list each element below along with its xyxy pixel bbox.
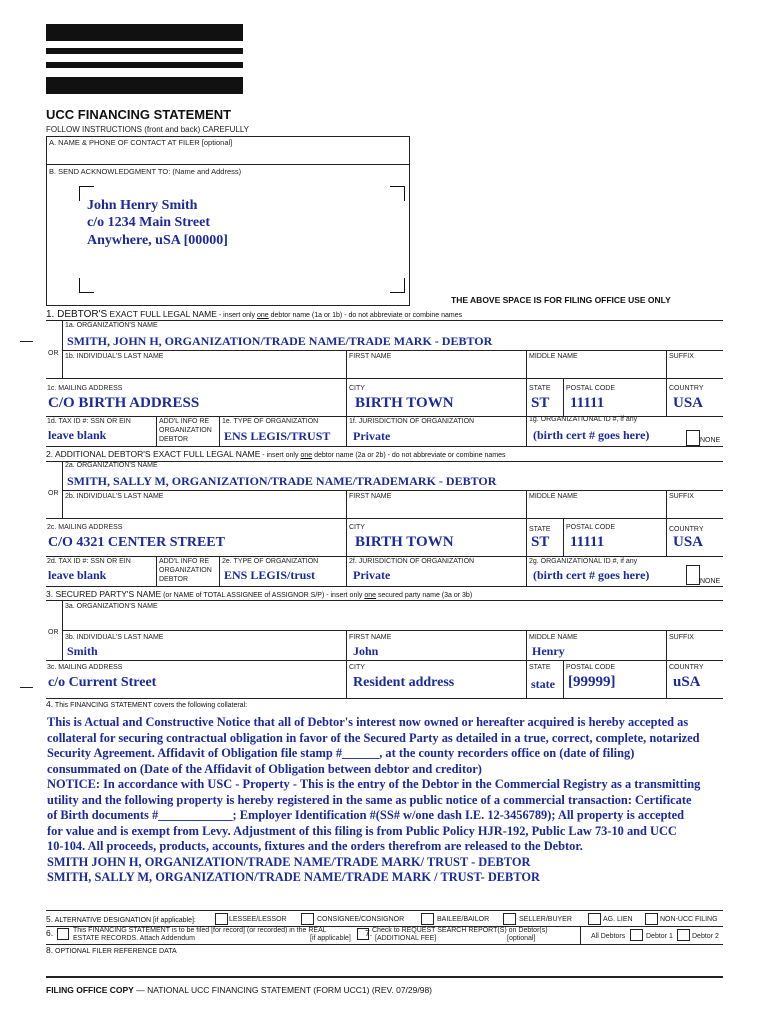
debtor2-heading-tail-a: - insert only — [260, 452, 301, 459]
debtor2-tax-label: 2d. TAX ID #: SSN OR EIN — [47, 558, 131, 565]
debtor1-state[interactable]: ST — [531, 395, 550, 411]
debtor2-state[interactable]: ST — [531, 534, 550, 550]
debtor2-heading — [46, 449, 506, 461]
ack-address-line-3: Anywhere, uSA [00000] — [87, 233, 228, 248]
rule — [46, 446, 723, 447]
item7-num: 7. — [365, 928, 373, 938]
rule — [62, 630, 723, 631]
ack-address-line-2: c/o 1234 Main Street — [87, 215, 210, 230]
debtor1-state-label: STATE — [529, 385, 551, 392]
corner-bl — [79, 278, 94, 293]
debtor2-search-label: Debtor 2 — [692, 933, 719, 940]
debtor2-none-checkbox[interactable] — [686, 565, 700, 585]
rule — [346, 518, 347, 556]
debtor2-tax[interactable]: leave blank — [48, 568, 107, 582]
secured-postal-label: POSTAL CODE — [566, 664, 616, 671]
debtor2-last-label: 2b. INDIVIDUAL'S LAST NAME — [65, 493, 164, 500]
item5-label — [46, 914, 196, 926]
secured-last[interactable]: Smith — [67, 644, 98, 658]
debtor1-orgid[interactable]: (birth cert # goes here) — [533, 428, 650, 442]
rule — [666, 350, 667, 378]
rule — [563, 518, 564, 556]
debtor1-city[interactable]: BIRTH TOWN — [355, 395, 454, 411]
secured-postal[interactable]: [99999] — [568, 674, 616, 690]
debtor2-city[interactable]: BIRTH TOWN — [355, 534, 454, 550]
section-a-label: A. NAME & PHONE OF CONTACT AT FILER [optional] — [49, 138, 233, 147]
debtor1-org-label: 1a. ORGANIZATION'S NAME — [65, 322, 158, 329]
debtor2-orgid[interactable]: (birth cert # goes here) — [533, 568, 650, 582]
rule — [526, 518, 527, 556]
debtor2-postal-label: POSTAL CODE — [566, 524, 616, 531]
secured-heading-num: 3. SECURED PARTY'S — [46, 589, 135, 599]
secured-heading-tail-b: secured party name (3a or 3b) — [376, 592, 473, 599]
or-label-3: OR — [48, 629, 59, 636]
debtor1-last-label: 1b. INDIVIDUAL'S LAST NAME — [65, 353, 164, 360]
debtor1-none-checkbox[interactable] — [686, 430, 700, 446]
rule — [46, 910, 723, 911]
debtor2-addl-info-3: DEBTOR — [159, 576, 189, 583]
debtor1-heading-one: one — [257, 312, 269, 319]
secured-mail-label: 3c. MAILING ADDRESS — [47, 664, 123, 671]
debtor2-none-label: NONE — [700, 578, 721, 585]
collateral-line: collateral for securing contractual obligation in favor of the Secured Party as detailed in a true, correct, complete, notarized — [47, 730, 700, 745]
rule — [46, 378, 723, 379]
debtor2-type-label: 2e. TYPE OF ORGANIZATION — [222, 558, 319, 565]
item6-line2: ESTATE RECORDS. Attach Addendum — [73, 935, 195, 942]
debtor1-mail-label: 1c. MAILING ADDRESS — [47, 385, 123, 392]
rule — [219, 416, 220, 446]
secured-org-label: 3a. ORGANIZATION'S NAME — [65, 603, 158, 610]
secured-heading-one: one — [364, 592, 377, 599]
rule — [580, 926, 581, 944]
margin-tick — [20, 341, 33, 342]
item8-text: OPTIONAL FILER REFERENCE DATA — [53, 948, 177, 955]
item6-line1: This FINANCING STATEMENT is to be filed [for record] (or recorded) in the REAL — [73, 927, 327, 934]
debtor2-mail[interactable]: C/O 4321 CENTER STREET — [48, 535, 225, 550]
form-title: UCC FINANCING STATEMENT — [46, 107, 232, 122]
debtor1-addl-info-3: DEBTOR — [159, 436, 189, 443]
rule — [526, 490, 527, 518]
rule — [46, 556, 723, 557]
secured-middle-label: MIDDLE NAME — [529, 634, 578, 641]
filing-office-note: THE ABOVE SPACE IS FOR FILING OFFICE USE ONLY — [451, 295, 671, 305]
collateral-line: Security Agreement. Affidavit of Obligation file stamp #______, at the county recorders office on (date of filing) — [47, 746, 635, 760]
debtor1-search-label: Debtor 1 — [646, 933, 673, 940]
rule — [666, 518, 667, 556]
debtor2-country-label: COUNTRY — [669, 526, 704, 533]
debtor1-type[interactable]: ENS LEGIS/TRUST — [224, 429, 331, 443]
margin-tick — [20, 687, 33, 688]
debtor2-heading-num: 2. ADDITIONAL DEBTOR'S — [46, 449, 151, 459]
non-ucc-filing-label: NON-UCC FILING — [660, 916, 718, 923]
rule — [46, 600, 723, 601]
collateral-text[interactable] — [47, 715, 722, 886]
collateral-line: 10-104. All proceeds, products, accounts, fixtures and the orders therefrom are released to the Debtor. — [47, 839, 583, 853]
footer-rest: — NATIONAL UCC FINANCING STATEMENT (FORM UCC1) (REV. 07/29/98) — [133, 985, 433, 995]
debtor1-none-label: NONE — [700, 437, 721, 444]
debtor2-addl-info-1: ADD'L INFO RE — [159, 558, 210, 565]
secured-city-label: CITY — [349, 664, 365, 671]
instructions-text: FOLLOW INSTRUCTIONS (front and back) CAREFULLY — [46, 125, 250, 134]
item5-text: ALTERNATIVE DESIGNATION [if applicable]: — [53, 917, 196, 924]
debtor1-juris-label: 1f. JURISDICTION OF ORGANIZATION — [349, 418, 475, 425]
collateral-heading — [46, 699, 247, 711]
debtor1-org-name[interactable]: SMITH, JOHN H, ORGANIZATION/TRADE NAME/TRADE MARK - DEBTOR — [67, 334, 493, 348]
rule — [156, 416, 157, 446]
debtor1-juris[interactable]: Private — [353, 429, 391, 443]
rule — [46, 518, 723, 519]
item7-line1: Check to REQUEST SEARCH REPORT(S) on Debtor(s) — [372, 927, 548, 934]
collateral-line: for value and is exempt from Levy. Adjustment of this filing is from Public Policy HJR-192, Public Law 73-10 and UCC — [47, 823, 677, 838]
debtor1-orgid-label: 1g. ORGANIZATIONAL ID #, if any — [529, 416, 638, 423]
item7-line2b: [optional] — [507, 935, 536, 942]
debtor2-mail-label: 2c. MAILING ADDRESS — [47, 524, 123, 531]
collateral-line: consummated on (Date of the Affidavit of Obligation between debtor and creditor) — [47, 761, 482, 776]
debtor2-city-label: CITY — [349, 524, 365, 531]
secured-heading-tail-a: (or NAME of TOTAL ASSIGNEE of ASSIGNOR S/P) - insert only — [161, 592, 365, 599]
debtor1-addl-info-2: ORGANIZATION — [159, 427, 212, 434]
rule — [62, 490, 723, 491]
debtor2-suffix-label: SUFFIX — [669, 493, 694, 500]
rule — [346, 556, 347, 586]
consignee-consignor-checkbox[interactable] — [301, 913, 314, 925]
secured-mail[interactable]: c/o Current Street — [48, 675, 157, 690]
debtor1-country-label: COUNTRY — [669, 385, 704, 392]
collateral-line: NOTICE: In accordance with USC - Property - This is the entry of the Debtor in the Commercial Registry as a transmitting — [47, 777, 701, 791]
header-bar-2 — [46, 48, 243, 54]
rule — [563, 660, 564, 698]
seller-buyer-checkbox[interactable] — [503, 913, 516, 925]
debtor1-heading-tail-a: - insert only — [216, 312, 258, 319]
collateral-line: of Birth documents #____________; Employer Identification #(SS# w/one dash I.E. 12-3456789); All property is accepted — [47, 808, 684, 822]
corner-br — [390, 278, 405, 293]
rule — [346, 490, 347, 518]
header-bar-1 — [46, 24, 243, 41]
debtor2-postal[interactable]: 11111 — [570, 534, 605, 550]
debtor1-first-label: FIRST NAME — [349, 353, 392, 360]
secured-suffix-label: SUFFIX — [669, 634, 694, 641]
seller-buyer-label: SELLER/BUYER — [519, 916, 572, 923]
debtor1-tax[interactable]: leave blank — [48, 428, 107, 442]
rule — [46, 320, 723, 321]
debtor1-search-checkbox[interactable] — [677, 929, 690, 941]
consignee-consignor-label: CONSIGNEE/CONSIGNOR — [317, 916, 405, 923]
secured-country[interactable]: uSA — [673, 674, 701, 690]
debtor2-orgid-label: 2g. ORGANIZATIONAL ID #, if any — [529, 558, 638, 565]
debtor1-heading-tail-b: debtor name (1a or 1b) - do not abbreviate or combine names — [268, 312, 463, 319]
rule — [666, 660, 667, 698]
collateral-line: utility and the following property is hereby registered in the same as public notice of a commercial transaction: Certificate — [47, 792, 692, 807]
corner-tr — [390, 186, 405, 201]
all-debtors-checkbox[interactable] — [630, 929, 643, 941]
rule — [346, 378, 347, 416]
collateral-line: SMITH, SALLY M, ORGANIZATION/TRADE NAME/TRADE MARK / TRUST- DEBTOR — [47, 870, 540, 884]
debtor1-addl-info-1: ADD'L INFO RE — [159, 418, 210, 425]
debtor1-middle-label: MIDDLE NAME — [529, 353, 578, 360]
footer-rule — [46, 976, 723, 978]
secured-heading-main: NAME — [134, 589, 162, 599]
section-b-label: B. SEND ACKNOWLEDGMENT TO: (Name and Address) — [49, 167, 242, 176]
rule — [526, 556, 527, 586]
debtor1-type-label: 1e. TYPE OF ORGANIZATION — [222, 418, 319, 425]
debtor2-first-label: FIRST NAME — [349, 493, 392, 500]
rule — [526, 630, 527, 660]
item5-num: 5. — [46, 914, 54, 924]
collateral-line: SMITH JOHN H, ORGANIZATION/TRADE NAME/TRADE MARK/ TRUST - DEBTOR — [47, 854, 531, 869]
rule — [666, 378, 667, 416]
non-ucc-filing-checkbox[interactable] — [645, 913, 658, 925]
rule — [666, 490, 667, 518]
debtor1-city-label: CITY — [349, 385, 365, 392]
header-bar-3 — [46, 62, 243, 68]
lessee-lessor-checkbox[interactable] — [215, 913, 228, 925]
secured-state[interactable]: state — [531, 677, 555, 691]
rule — [563, 378, 564, 416]
ag-lien-label: AG. LIEN — [603, 916, 633, 923]
collateral-heading-num: 4. — [46, 699, 54, 709]
rule — [666, 630, 667, 660]
ag-lien-checkbox[interactable] — [588, 913, 601, 925]
debtor1-country[interactable]: USA — [673, 395, 704, 411]
debtor2-country[interactable]: USA — [673, 534, 704, 550]
debtor2-heading-one: one — [300, 452, 313, 459]
debtor2-juris-label: 2f. JURISDICTION OF ORGANIZATION — [349, 558, 475, 565]
debtor2-org-label: 2a. ORGANIZATION'S NAME — [65, 462, 158, 469]
debtor2-addl-info-2: ORGANIZATION — [159, 567, 212, 574]
debtor2-juris[interactable]: Private — [353, 568, 391, 582]
debtor1-heading-num: 1. DEBTOR'S — [46, 309, 108, 320]
rule — [62, 350, 723, 351]
debtor2-heading-main: EXACT FULL LEGAL NAME — [150, 449, 261, 459]
rule — [346, 416, 347, 446]
rule — [62, 320, 63, 378]
rule — [346, 630, 347, 660]
ack-address-line-1: John Henry Smith — [87, 198, 198, 213]
item6-line2b: [if applicable] — [310, 935, 351, 942]
rule — [219, 556, 220, 586]
lessee-lessor-label: LESSEE/LESSOR — [229, 916, 287, 923]
collateral-heading-tail: This FINANCING STATEMENT covers the following collateral: — [53, 702, 248, 709]
or-label-1: OR — [48, 350, 59, 357]
debtor2-type[interactable]: ENS LEGIS/trust — [224, 568, 316, 582]
debtor2-heading-tail-b: debtor name (2a or 2b) - do not abbreviate or combine names — [312, 452, 506, 459]
rule — [46, 586, 723, 587]
header-bar-4 — [46, 77, 243, 94]
rule — [526, 660, 527, 698]
secured-first[interactable]: John — [353, 644, 379, 658]
debtor1-tax-label: 1d. TAX ID #: SSN OR EIN — [47, 418, 131, 425]
debtor2-org-name[interactable]: SMITH, SALLY M, ORGANIZATION/TRADE NAME/TRADEMARK - DEBTOR — [67, 474, 497, 488]
collateral-line: This is Actual and Constructive Notice that all of Debtor's interest now owned or hereafter acquired is hereby accepted as — [47, 715, 689, 729]
secured-middle[interactable]: Henry — [532, 644, 565, 658]
secured-state-label: STATE — [529, 664, 551, 671]
or-label-2: OR — [48, 490, 59, 497]
all-debtors-label: All Debtors — [591, 933, 626, 940]
item6-num: 6. — [46, 928, 54, 938]
item7-line2: [ADDITIONAL FEE] — [375, 935, 437, 942]
rule — [526, 416, 527, 446]
footer-bold: FILING OFFICE COPY — [46, 985, 134, 995]
secured-country-label: COUNTRY — [669, 664, 704, 671]
bailee-bailor-checkbox[interactable] — [421, 913, 434, 925]
bailee-bailor-label: BAILEE/BAILOR — [437, 916, 490, 923]
debtor1-suffix-label: SUFFIX — [669, 353, 694, 360]
real-estate-checkbox[interactable] — [57, 928, 69, 940]
debtor1-heading-main: EXACT FULL LEGAL NAME — [107, 309, 217, 319]
rule — [156, 556, 157, 586]
item8-label — [46, 945, 177, 957]
rule — [346, 350, 347, 378]
debtor2-middle-label: MIDDLE NAME — [529, 493, 578, 500]
secured-city[interactable]: Resident address — [353, 675, 455, 690]
debtor1-postal[interactable]: 11111 — [570, 395, 605, 411]
secured-last-label: 3b. INDIVIDUAL'S LAST NAME — [65, 634, 164, 641]
rule — [526, 378, 527, 416]
item8-num: 8. — [46, 945, 54, 955]
rule — [346, 660, 347, 698]
rule — [46, 660, 723, 661]
filer-box-divider — [46, 164, 410, 165]
debtor1-postal-label: POSTAL CODE — [566, 385, 616, 392]
rule — [526, 350, 527, 378]
secured-first-label: FIRST NAME — [349, 634, 392, 641]
debtor2-state-label: STATE — [529, 526, 551, 533]
footer-text — [46, 985, 432, 995]
debtor1-mail[interactable]: C/O BIRTH ADDRESS — [48, 395, 200, 411]
